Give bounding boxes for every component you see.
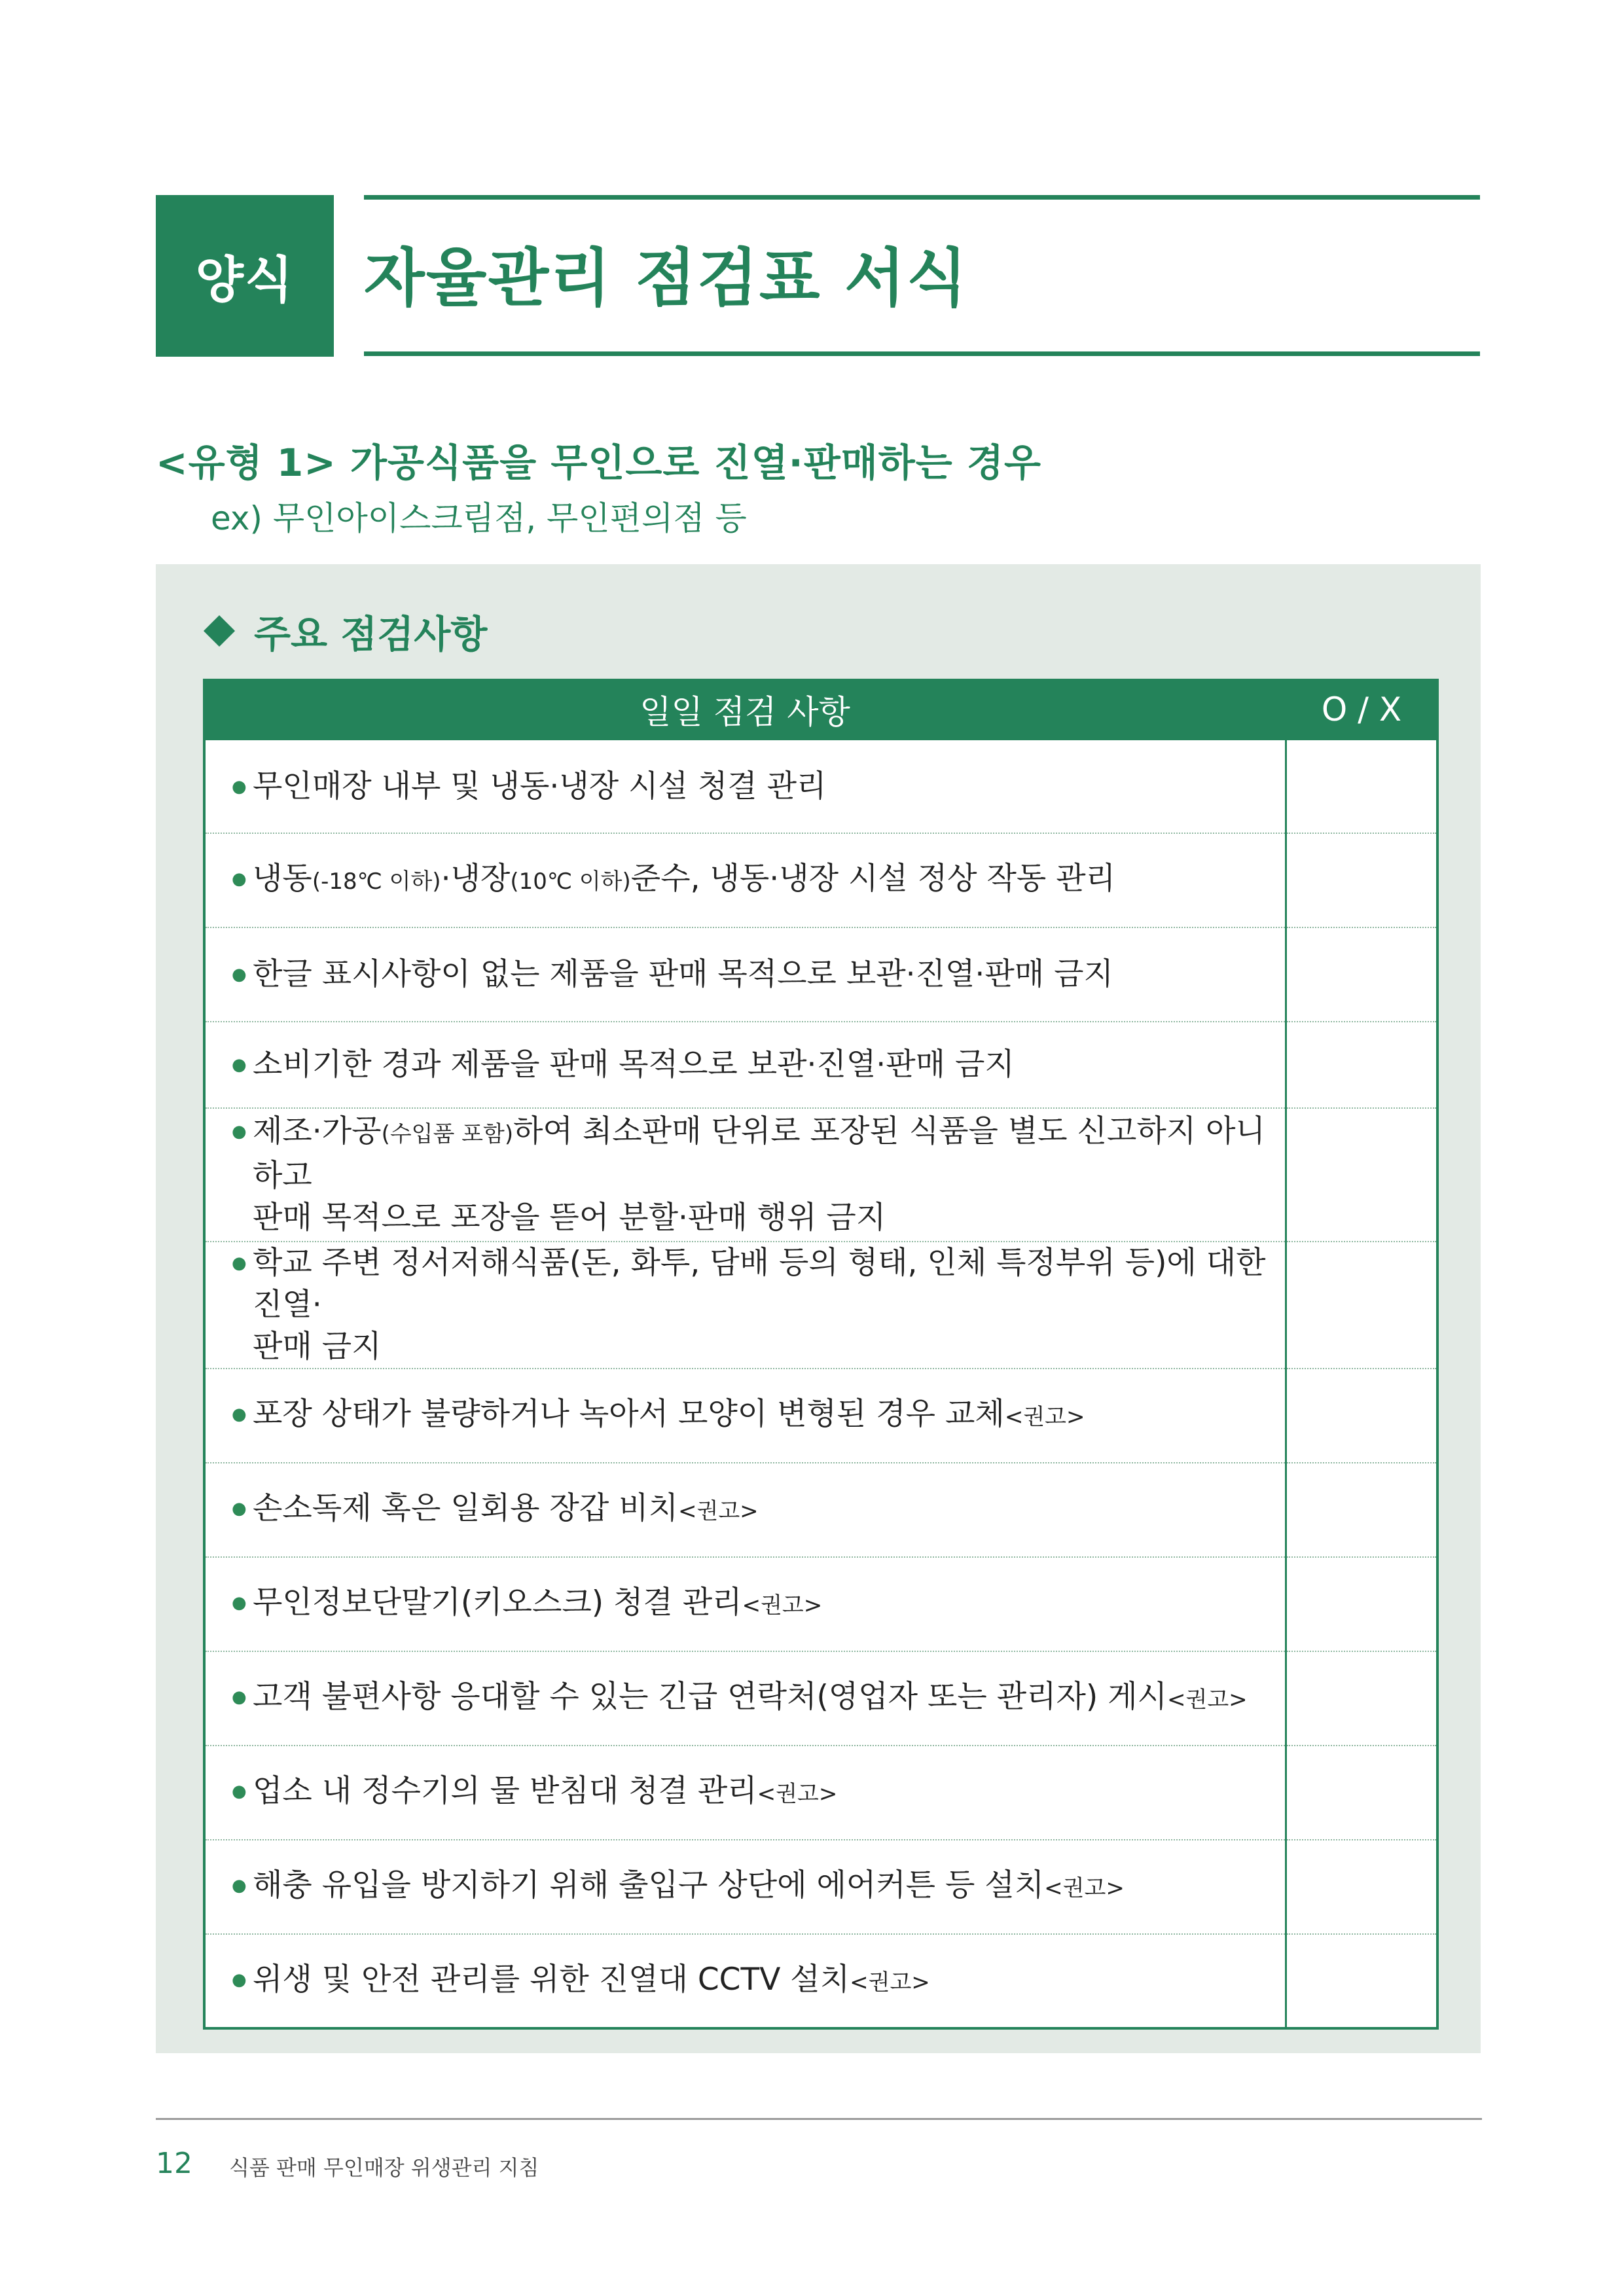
checklist-item-segment: 준수, 냉동·냉장 시설 정상 작동 관리 [630, 861, 1116, 897]
checklist-item-note: <권고> [757, 1781, 838, 1807]
checklist-item-cell [204, 927, 1286, 1022]
table-row [204, 1369, 1437, 1463]
checklist-item-line [232, 858, 1269, 903]
panel-heading [203, 603, 487, 658]
checklist-item-text [253, 954, 1269, 996]
checklist-body [204, 739, 1437, 2028]
ox-checkbox-cell[interactable] [1286, 927, 1437, 1022]
checklist-panel [156, 564, 1481, 2053]
page-title: 자율관리 점검표 서식 [364, 242, 969, 315]
checklist-item-segment: 학교 주변 정서저해식품(돈, 화투, 담배 등의 형태, 인체 특정부위 등)에 대한 진열· [253, 1245, 1266, 1323]
checklist-item-cell [204, 1934, 1286, 2028]
table-row [204, 1934, 1437, 2028]
checklist-item-text [253, 1197, 1269, 1239]
checklist-item-text [253, 1393, 1269, 1438]
checklist-item-cell [204, 739, 1286, 833]
bullet-dot-icon: ● [232, 965, 247, 984]
checklist-item-segment: 손소독제 혹은 일회용 장갑 비치 [253, 1490, 678, 1526]
checklist-item-text [253, 766, 1269, 808]
checklist-item-segment: 포장 상태가 불량하거나 녹아서 모양이 변형된 경우 교체 [253, 1396, 1005, 1432]
checklist-item-text [253, 1865, 1269, 1909]
checklist-item-line [232, 1959, 1269, 2003]
checklist-item-cell [204, 1108, 1286, 1242]
checklist-item-note: <권고> [850, 1969, 930, 1996]
checklist-item-cell [204, 1651, 1286, 1746]
table-row [204, 1557, 1437, 1651]
bullet-dot-icon: ● [232, 1969, 247, 1990]
checklist-item-cell [204, 1746, 1286, 1840]
checklist-item-segment: 판매 목적으로 포장을 뜯어 분할·판매 행위 금지 [253, 1200, 886, 1236]
ox-checkbox-cell[interactable] [1286, 1369, 1437, 1463]
bullet-dot-icon: ● [232, 1876, 247, 1895]
bullet-dot-icon: ● [232, 1593, 247, 1613]
bullet-dot-icon: ● [232, 869, 247, 889]
checklist-item-text [253, 1676, 1269, 1721]
ox-checkbox-cell[interactable] [1286, 1022, 1437, 1108]
column-header-ox: O / X [1286, 680, 1437, 739]
ox-checkbox-cell[interactable] [1286, 1242, 1437, 1369]
checklist-item-text [253, 1959, 1269, 2003]
checklist-item-note: <권고> [742, 1592, 823, 1619]
checklist-item-segment: 판매 금지 [253, 1329, 382, 1365]
checklist-item-note: (-18℃ 이하) [312, 869, 441, 895]
bullet-dot-icon: ● [232, 1687, 247, 1707]
checklist-item-cell [204, 833, 1286, 927]
checklist-item-segment: 고객 불편사항 응대할 수 있는 긴급 연락처(영업자 또는 관리자) 게시 [253, 1679, 1167, 1715]
table-row [204, 927, 1437, 1022]
checklist-item-text [253, 1582, 1269, 1626]
checklist-item-line [232, 1770, 1269, 1815]
checklist-item-note: <권고> [1166, 1687, 1248, 1713]
bullet-dot-icon: ● [232, 1499, 247, 1518]
checklist-item-text [253, 858, 1269, 903]
bullet-dot-icon: ● [232, 1782, 247, 1801]
checklist-item-segment: 하여 최소판매 단위로 포장된 식품을 별도 신고하지 아니하고 [253, 1113, 1265, 1194]
ox-checkbox-cell[interactable] [1286, 739, 1437, 833]
table-row [204, 833, 1437, 927]
checklist-item-segment: 냉동 [253, 861, 312, 897]
section-title: <유형 1> 가공식품을 무인으로 진열·판매하는 경우 [156, 440, 1042, 485]
checklist-item-line [232, 1865, 1269, 1909]
table-header-row [204, 680, 1437, 739]
table-row [204, 1746, 1437, 1840]
checklist-item-note: (10℃ 이하) [510, 869, 631, 895]
ox-checkbox-cell[interactable] [1286, 1463, 1437, 1557]
table-row [204, 1463, 1437, 1557]
bullet-dot-icon [232, 1326, 253, 1368]
checklist-table [203, 679, 1439, 2030]
checklist-item-note: <권고> [1044, 1875, 1125, 1901]
checklist-item-line [232, 1197, 1269, 1239]
checklist-item-cell [204, 1463, 1286, 1557]
checklist-item-cell [204, 1557, 1286, 1651]
ox-checkbox-cell[interactable] [1286, 1934, 1437, 2028]
page-number: 12 [156, 2147, 192, 2180]
table-row [204, 1651, 1437, 1746]
checklist-item-text [253, 1488, 1269, 1532]
bullet-dot-icon: ● [232, 1405, 247, 1424]
checklist-item-note: (수입품 포함) [381, 1121, 514, 1147]
checklist-item-text [253, 1111, 1269, 1197]
bullet-dot-icon: ● [232, 1253, 247, 1273]
checklist-item-segment: 위생 및 안전 관리를 위한 진열대 CCTV 설치 [253, 1961, 850, 1998]
ox-checkbox-cell[interactable] [1286, 1746, 1437, 1840]
checklist-item-segment: 무인매장 내부 및 냉동·냉장 시설 청결 관리 [253, 768, 827, 804]
checklist-item-cell [204, 1242, 1286, 1369]
checklist-item-line [232, 1326, 1269, 1368]
panel-heading-text: 주요 점검사항 [254, 612, 488, 656]
bullet-dot-icon [232, 1197, 253, 1239]
header-bottom-rule [364, 351, 1480, 356]
checklist-item-segment: 소비기한 경과 제품을 판매 목적으로 보관·진열·판매 금지 [253, 1047, 1015, 1083]
checklist-item-segment: 무인정보단말기(키오스크) 청결 관리 [253, 1585, 742, 1621]
footer-text: 식품 판매 무인매장 위생관리 지침 [229, 2155, 539, 2180]
diamond-icon [204, 615, 235, 647]
checklist-item-segment: 제조·가공 [253, 1113, 382, 1149]
checklist-item-segment: 한글 표시사항이 없는 제품을 판매 목적으로 보관·진열·판매 금지 [253, 956, 1113, 992]
checklist-item-line [232, 766, 1269, 808]
checklist-item-line [232, 1676, 1269, 1721]
checklist-item-text [253, 1326, 1269, 1368]
checklist-item-line [232, 954, 1269, 996]
checklist-item-segment: ·냉장 [441, 861, 511, 897]
footer-rule [156, 2118, 1482, 2120]
checklist-item-note: <권고> [1004, 1404, 1085, 1430]
checklist-item-text [253, 1044, 1269, 1086]
bullet-dot-icon: ● [232, 1055, 247, 1075]
checklist-item-segment: 업소 내 정수기의 물 받침대 청결 관리 [253, 1773, 757, 1809]
table-row [204, 1022, 1437, 1108]
ox-checkbox-cell[interactable] [1286, 1651, 1437, 1746]
checklist-item-cell [204, 1369, 1286, 1463]
checklist-item-text [253, 1242, 1269, 1326]
header-top-rule [364, 195, 1480, 200]
ox-checkbox-cell[interactable] [1286, 1557, 1437, 1651]
checklist-item-line [232, 1488, 1269, 1532]
form-label: 양식 [195, 251, 295, 309]
ox-checkbox-cell[interactable] [1286, 1108, 1437, 1242]
checklist-item-line [232, 1582, 1269, 1626]
ox-checkbox-cell[interactable] [1286, 1840, 1437, 1934]
checklist-item-line [232, 1044, 1269, 1086]
checklist-item-line [232, 1393, 1269, 1438]
section-example: ex) 무인아이스크림점, 무인편의점 등 [211, 499, 747, 537]
bullet-dot-icon: ● [232, 776, 247, 797]
ox-checkbox-cell[interactable] [1286, 833, 1437, 927]
table-row [204, 1242, 1437, 1369]
checklist-item-line [232, 1242, 1269, 1326]
table-row [204, 1108, 1437, 1242]
bullet-dot-icon: ● [232, 1122, 247, 1141]
table-row [204, 1840, 1437, 1934]
form-label-box [156, 195, 334, 357]
table-row [204, 739, 1437, 833]
checklist-item-line [232, 1111, 1269, 1197]
checklist-item-cell [204, 1840, 1286, 1934]
checklist-item-text [253, 1770, 1269, 1815]
checklist-item-note: <권고> [678, 1498, 759, 1524]
column-header-item: 일일 점검 사항 [204, 680, 1286, 739]
checklist-item-cell [204, 1022, 1286, 1108]
checklist-item-segment: 해충 유입을 방지하기 위해 출입구 상단에 에어커튼 등 설치 [253, 1867, 1045, 1903]
